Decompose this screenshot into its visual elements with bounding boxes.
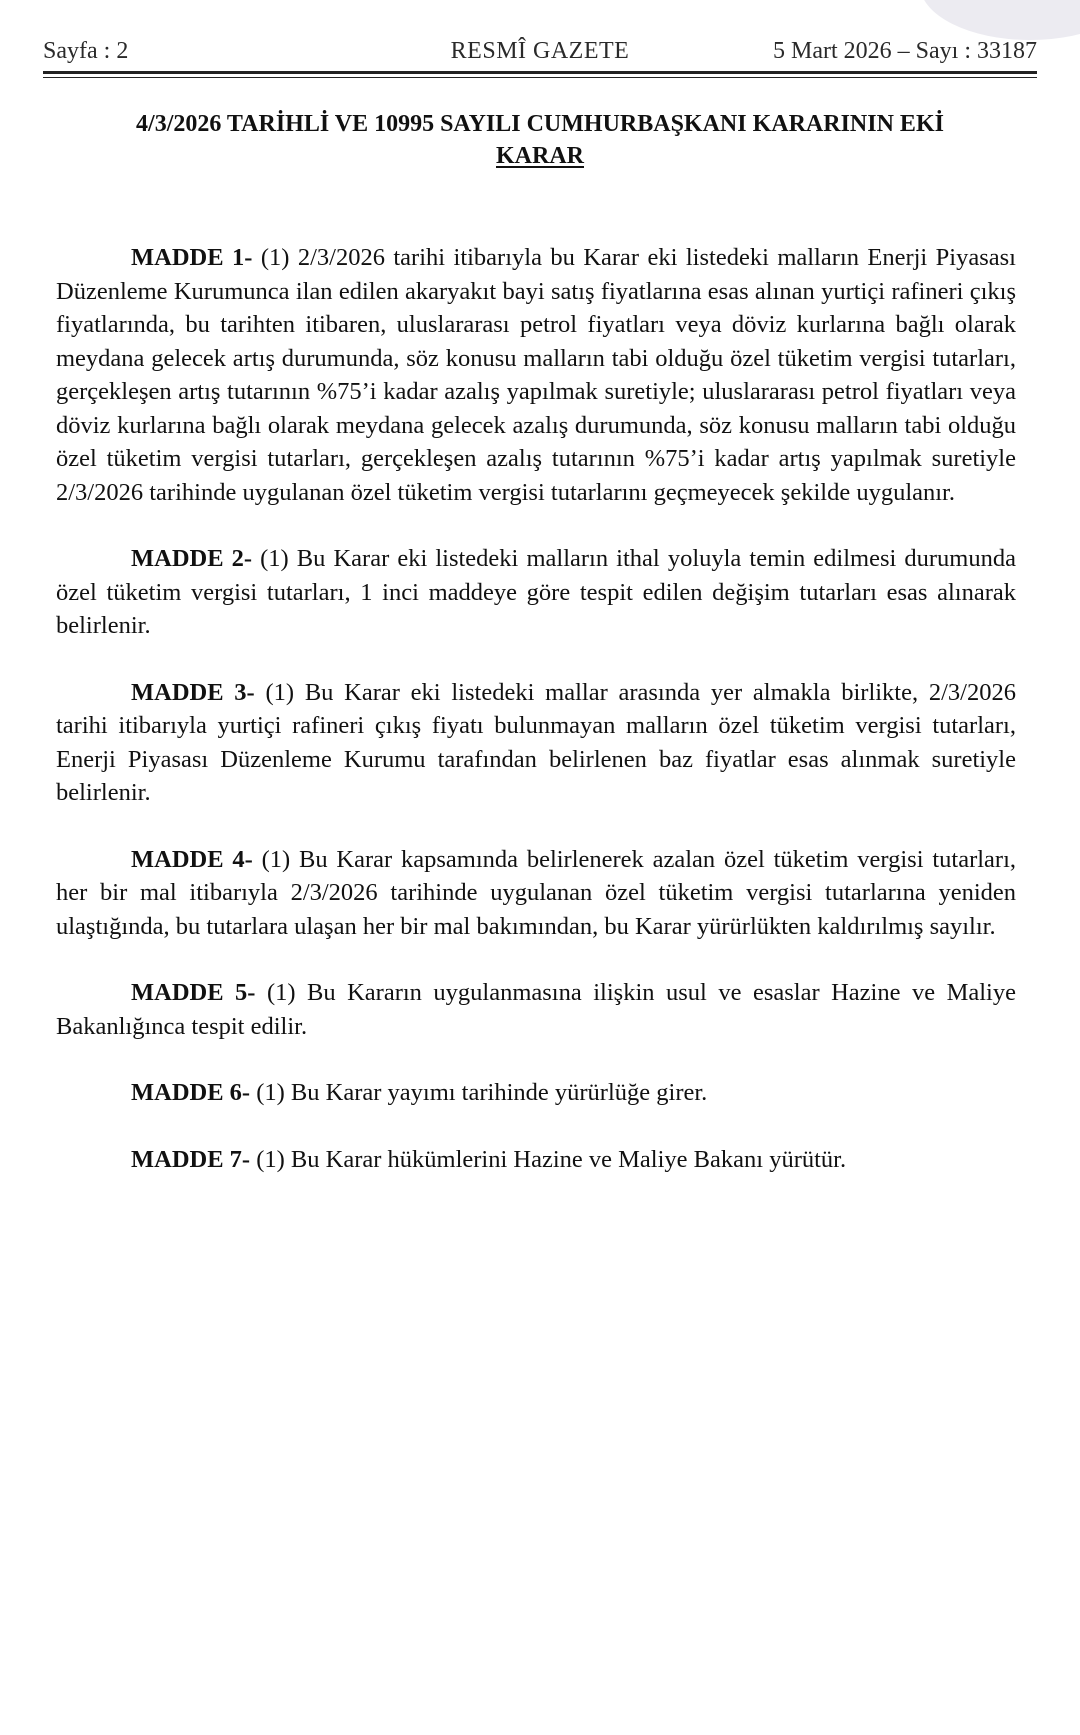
article-text: (1) Bu Karar kapsamında belirlenerek azalan özel tüketim vergisi tutarları, her bir mal itibarıyla 2/3/2026 tarihinde uygulanan özel tüketim vergisi tutarlarına yeniden ulaştığında, bu tutarlara ulaşan her bir mal bakımından, bu Karar yürürlükten kaldırılmış sayılır.: [56, 845, 1017, 940]
article-label: MADDE 2-: [131, 545, 253, 572]
article-label: MADDE 1-: [131, 244, 253, 271]
article-label: MADDE 4-: [131, 845, 253, 873]
article-label: MADDE 3-: [131, 678, 255, 706]
article-1: [56, 241, 1016, 509]
article-2: [56, 542, 1016, 643]
article-text: (1) Bu Karar yayımı tarihinde yürürlüğe girer.: [256, 1079, 708, 1106]
article-3: [56, 676, 1016, 810]
article-5: [56, 976, 1016, 1043]
title-subtitle: KARAR: [496, 143, 584, 169]
page-number: Sayfa : 2: [43, 38, 129, 64]
article-text: (1) Bu Kararın uygulanmasına ilişkin usul ve esaslar Hazine ve Maliye Bakanlığınca tespit edilir.: [56, 979, 1016, 1040]
article-text: (1) Bu Karar hükümlerini Hazine ve Maliye Bakanı yürütür.: [256, 1145, 847, 1173]
document-title: [43, 108, 1037, 172]
gazette-name: RESMÎ GAZETE: [450, 38, 630, 64]
article-label: MADDE 7-: [131, 1145, 251, 1173]
article-text: (1) Bu Karar eki listedeki malların ithal yoluyla temin edilmesi durumunda özel tüketim vergisi tutarları, 1 inci maddeye göre tespit edilen değişim tutarları esas alınarak belirlenir.: [56, 545, 1016, 639]
articles: [56, 241, 1016, 1209]
article-text: (1) 2/3/2026 tarihi itibarıyla bu Karar eki listedeki malların Enerji Piyasası Düzenleme Kurumunca ilan edilen akaryakıt bayi satış fiyatlarına esas alınan yurtiçi rafineri çıkış fiyatlarında, bu tarihten itibaren, uluslararası petrol fiyatları veya döviz kurlarına bağlı olarak meydana gelecek artış durumunda, söz konusu malların tabi olduğu özel tüketim vergisi tutarları, gerçekleşen artış tutarının %75’i kadar azalış yapılmak suretiyle; uluslararası petrol fiyatları veya döviz kurlarına bağlı olarak meydana gelecek azalış durumunda, söz konusu malların tabi olduğu özel tüketim vergisi tutarları, gerçekleşen azalış tutarının %75’i kadar artış yapılmak suretiyle 2/3/2026 tarihinde uygulanan özel tüketim vergisi tutarlarını geçmeyecek şekilde uygulanır.: [56, 244, 1016, 506]
article-label: MADDE 5-: [131, 979, 256, 1006]
article-7: [56, 1143, 1016, 1177]
header-rule-thin: [43, 77, 1037, 78]
title-main: 4/3/2026 TARİHLİ VE 10995 SAYILI CUMHURBAŞKANI KARARININ EKİ: [136, 111, 944, 137]
article-label: MADDE 6-: [131, 1079, 251, 1106]
header-rule-thick: [43, 71, 1037, 74]
article-6: [56, 1076, 1016, 1110]
corner-shading: [920, 0, 1080, 40]
article-4: [56, 843, 1016, 944]
page-header: [43, 38, 1037, 74]
issue-date-number: 5 Mart 2026 – Sayı : 33187: [773, 38, 1037, 64]
article-text: (1) Bu Karar eki listedeki mallar arasında yer almakla birlikte, 2/3/2026 tarihi itibarıyla yurtiçi rafineri çıkış fiyatı bulunmayan malların özel tüketim vergisi tutarları, Enerji Piyasası Düzenleme Kurumu tarafından belirlenen baz fiyatlar esas alınmak suretiyle belirlenir.: [56, 678, 1016, 806]
